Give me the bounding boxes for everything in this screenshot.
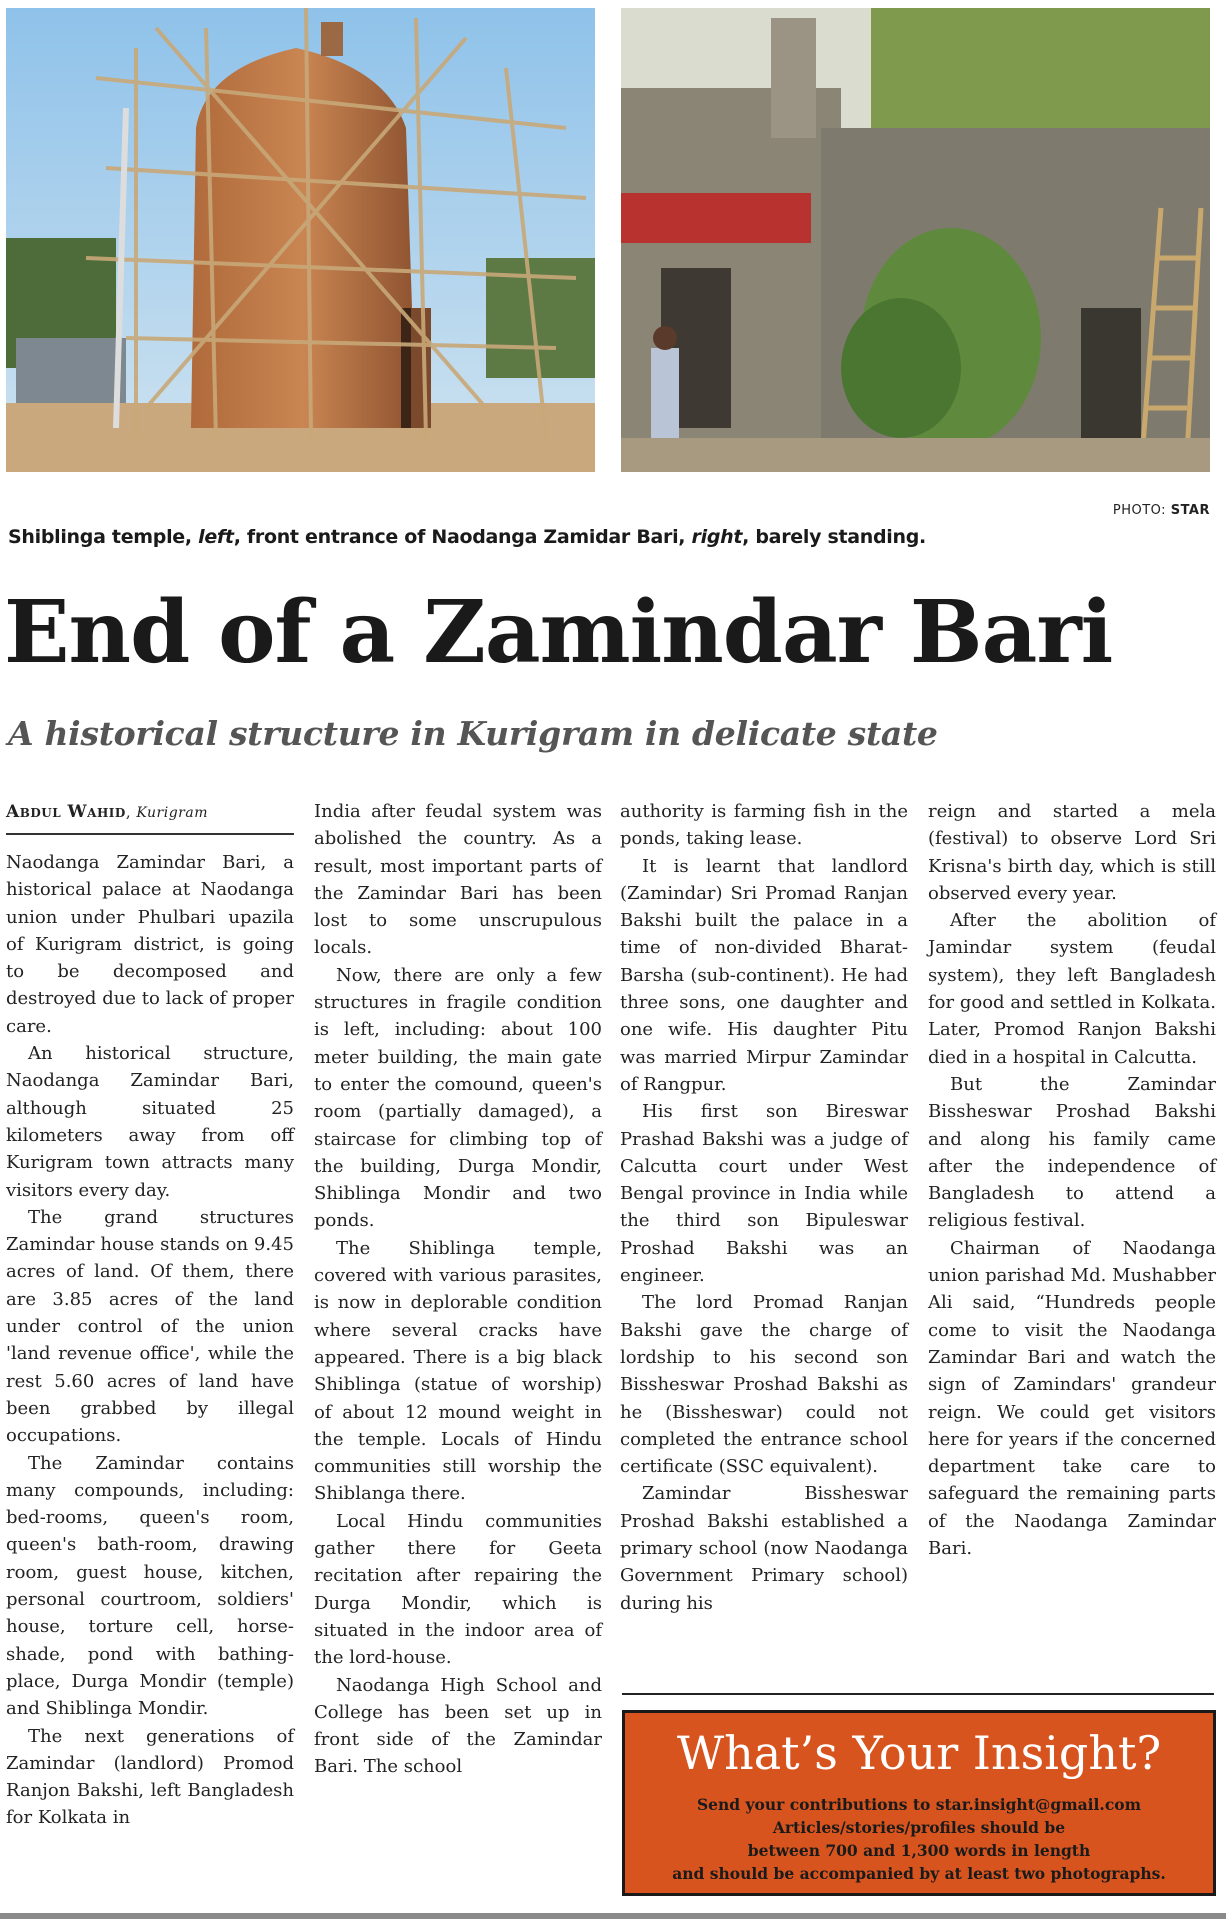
insight-line: between 700 and 1,300 words in length xyxy=(747,1841,1091,1860)
insight-instructions xyxy=(625,1793,1213,1885)
caption-right: right xyxy=(691,526,743,548)
article-paragraph: The Shiblinga temple, covered with various parasites, is now in deplorable condition where several cracks have appeared. There is a big black Shiblinga (statue of worship) of about 12 mound weight in the temple. Locals of Hindu communities still worship the Shiblanga there. xyxy=(314,1237,602,1505)
article-paragraph: India after feudal system was abolished the country. As a result, most important parts of the Zamindar Bari has been lost to some unscrupulous locals. xyxy=(314,801,602,959)
insight-title: What’s Your Insight? xyxy=(676,1726,1162,1780)
article-paragraph: After the abolition of Jamindar system (feudal system), they left Bangladesh for good and settled in Kolkata. Later, Promod Ranjon Bakshi died in a hospital in Calcutta. xyxy=(928,910,1216,1068)
subheadline: A historical structure in Kurigram in delicate state xyxy=(8,714,938,753)
article-paragraph: Now, there are only a few structures in fragile condition is left, including: about 100 meter building, the main gate to enter the comound, queen's room (partially damaged), a staircase for climbing top of the building, Durga Mondir, Shiblinga Mondir and two ponds. xyxy=(314,964,602,1232)
article-paragraph: An historical structure, Naodanga Zamindar Bari, although situated 25 kilometers away from off Kurigram town attracts many visitors every day. xyxy=(6,1043,294,1201)
headline: End of a Zamindar Bari xyxy=(4,582,1113,683)
article-paragraph: Chairman of Naodanga union parishad Md. Mushabber Ali said, “Hundreds people come to visit the Naodanga Zamindar Bari and watch the sign of Zamindars' grandeur reign. We could get visitors here for years if the concerned department take care to safeguard the remaining parts of the Naodanga Zamindar Bari. xyxy=(928,1237,1216,1560)
byline: Abdul Wahid, Kurigram xyxy=(6,798,294,835)
caption-text: Shiblinga temple, xyxy=(8,526,199,548)
article-paragraph: The Zamindar contains many compounds, including: bed-rooms, queen's room, queen's bath-room, drawing room, guest house, kitchen, personal courtroom, soldiers' house, torture cell, horse-shade, pond with bathing-place, Durga Mondir (temple) and Shiblinga Mondir. xyxy=(6,1452,294,1720)
article-paragraph: But the Zamindar Bissheswar Proshad Bakshi and along his family came after the independence of Bangladesh to attend a religious festival. xyxy=(928,1073,1216,1232)
article-column-3 xyxy=(620,798,908,1617)
photo-credit-source: STAR xyxy=(1170,503,1210,518)
article-paragraph: The grand structures Zamindar house stands on 9.45 acres of land. Of them, there are 3.85 acres of the land under control of the union 'land revenue office', while the rest 5.60 acres of land have been grabbed by illegal occupations. xyxy=(6,1206,294,1447)
article-paragraph: authority is farming fish in the ponds, taking lease. xyxy=(620,801,908,850)
article-paragraph: The lord Promad Ranjan Bakshi gave the charge of lordship to his second son Bissheswar Proshad Bakshi as he (Bissheswar) could not completed the entrance school certificate (SSC equivalent). xyxy=(620,1292,908,1478)
photo-caption xyxy=(8,526,1208,548)
byline-author: Abdul Wahid xyxy=(6,802,126,822)
photo-shiblinga-temple xyxy=(6,8,595,472)
article-column-2 xyxy=(314,798,602,1781)
section-divider xyxy=(622,1693,1214,1695)
byline-location: Kurigram xyxy=(136,805,208,821)
caption-left: left xyxy=(198,526,234,548)
article-paragraph: reign and started a mela (festival) to observe Lord Sri Krisna's birth day, which is still observed every year. xyxy=(928,801,1216,904)
photo-credit xyxy=(1113,503,1210,518)
article-paragraph: Local Hindu communities gather there for Geeta recitation after repairing the Durga Mondir, which is situated in the indoor area of the lord-house. xyxy=(314,1510,602,1669)
insight-line: and should be accompanied by at least two photographs. xyxy=(672,1864,1166,1883)
photo-credit-label: PHOTO: xyxy=(1112,503,1167,518)
article-paragraph: It is learnt that landlord (Zamindar) Sri Promad Ranjan Bakshi built the palace in a time of non-divided Bharat-Barsha (sub-continent). He had three sons, one daughter and one wife. His daughter Pitu was married Mirpur Zamindar of Rangpur. xyxy=(620,855,908,1095)
insight-line: Articles/stories/profiles should be xyxy=(772,1818,1066,1837)
article-column-1 xyxy=(6,798,294,1832)
caption-text: , front entrance of Naodanga Zamidar Bari, xyxy=(233,526,692,548)
photo-zamidar-bari-entrance xyxy=(621,8,1210,472)
article-paragraph: Naodanga Zamindar Bari, a historical palace at Naodanga union under Phulbari upazila of Kurigram district, is going to be decomposed and destroyed due to lack of proper care. xyxy=(6,852,294,1037)
article-column-4 xyxy=(928,798,1216,1562)
insight-line: Send your contributions to star.insight@gmail.com xyxy=(696,1795,1141,1814)
article-paragraph: Naodanga High School and College has been set up in front side of the Zamindar Bari. The school xyxy=(314,1674,602,1778)
article-paragraph: The next generations of Zamindar (landlord) Promod Ranjon Bakshi, left Bangladesh for Kolkata in xyxy=(6,1725,294,1829)
article-paragraph: Zamindar Bissheswar Proshad Bakshi established a primary school (now Naodanga Government Primary school) during his xyxy=(620,1483,908,1614)
caption-text: , barely standing. xyxy=(742,526,926,548)
article-paragraph: His first son Bireswar Prashad Bakshi was a judge of Calcutta court under West Bengal province in India while the third son Bipuleswar Proshad Bakshi was an engineer. xyxy=(620,1101,908,1287)
insight-box xyxy=(622,1710,1216,1896)
bottom-rule xyxy=(0,1913,1226,1919)
